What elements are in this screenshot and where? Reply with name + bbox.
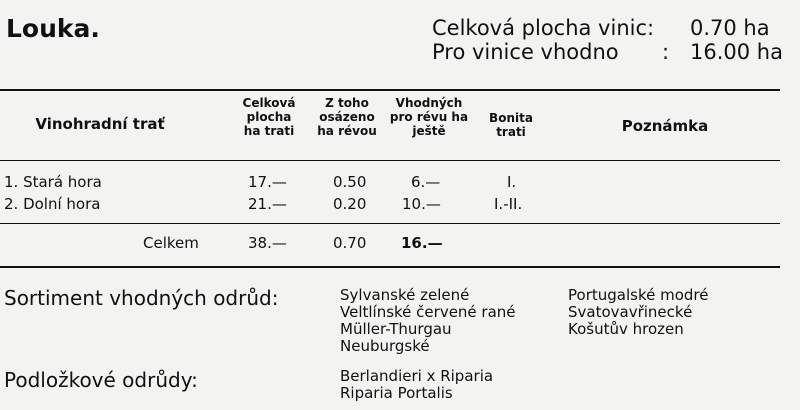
col-header-bonita: Bonita trati	[489, 111, 533, 139]
table-row-total: 17.—	[248, 173, 287, 191]
sortiment-col1	[340, 287, 516, 355]
table-row-suitable: 10.—	[402, 195, 441, 213]
table-row-planted: 0.50	[333, 173, 367, 191]
table-row-name: 2. Dolní hora	[4, 195, 101, 213]
col-header-poznamka: Poznámka	[621, 117, 709, 135]
list-item: Svatovavřinecké	[568, 303, 693, 321]
total-row-total: 38.—	[248, 234, 287, 252]
table-bottom-rule	[0, 266, 780, 268]
total-row-label: Celkem	[143, 234, 199, 252]
page-title: Louka.	[6, 14, 100, 43]
sortiment-label: Sortiment vhodných odrůd:	[4, 286, 279, 310]
suitable-area-value: 16.00 ha	[690, 40, 783, 64]
suitable-area-colon: :	[662, 40, 670, 64]
total-row-suitable: 16.—	[401, 234, 443, 252]
list-item: Riparia Portalis	[340, 384, 453, 402]
table-row-suitable: 6.—	[411, 173, 441, 191]
podlozky-list	[340, 368, 493, 402]
col-header-vhodnych: Vhodných pro révu ha ještě	[389, 96, 469, 138]
table-row-name: 1. Stará hora	[4, 173, 102, 191]
total-area-value: 0.70 ha	[690, 16, 770, 40]
podlozky-label: Podložkové odrůdy:	[4, 368, 198, 392]
sortiment-col2	[568, 287, 708, 338]
table-top-rule	[0, 89, 780, 91]
list-item: Müller-Thurgau	[340, 320, 452, 338]
table-row-bonita: I.	[507, 173, 517, 191]
table-total-rule	[0, 223, 780, 224]
table-row-total: 21.—	[248, 195, 287, 213]
list-item: Neuburgské	[340, 337, 430, 355]
col-header-trat: Vinohradní trať	[35, 115, 165, 133]
suitable-area-label: Pro vinice vhodno	[432, 40, 619, 64]
col-header-osazeno: Z toho osázeno ha révou	[317, 96, 377, 138]
col-header-celkova-plocha: Celková plocha ha trati	[242, 96, 296, 138]
list-item: Portugalské modré	[568, 286, 709, 304]
list-item: Berlandieri x Riparia	[340, 367, 494, 385]
table-row-planted: 0.20	[333, 195, 367, 213]
table-header-rule	[0, 160, 780, 161]
total-row-planted: 0.70	[333, 234, 367, 252]
list-item: Veltlínské červené rané	[340, 303, 516, 321]
list-item: Sylvanské zelené	[340, 286, 470, 304]
table-row-bonita: I.-II.	[494, 195, 523, 213]
total-area-label: Celková plocha vinic:	[432, 16, 655, 40]
list-item: Košutův hrozen	[568, 320, 684, 338]
